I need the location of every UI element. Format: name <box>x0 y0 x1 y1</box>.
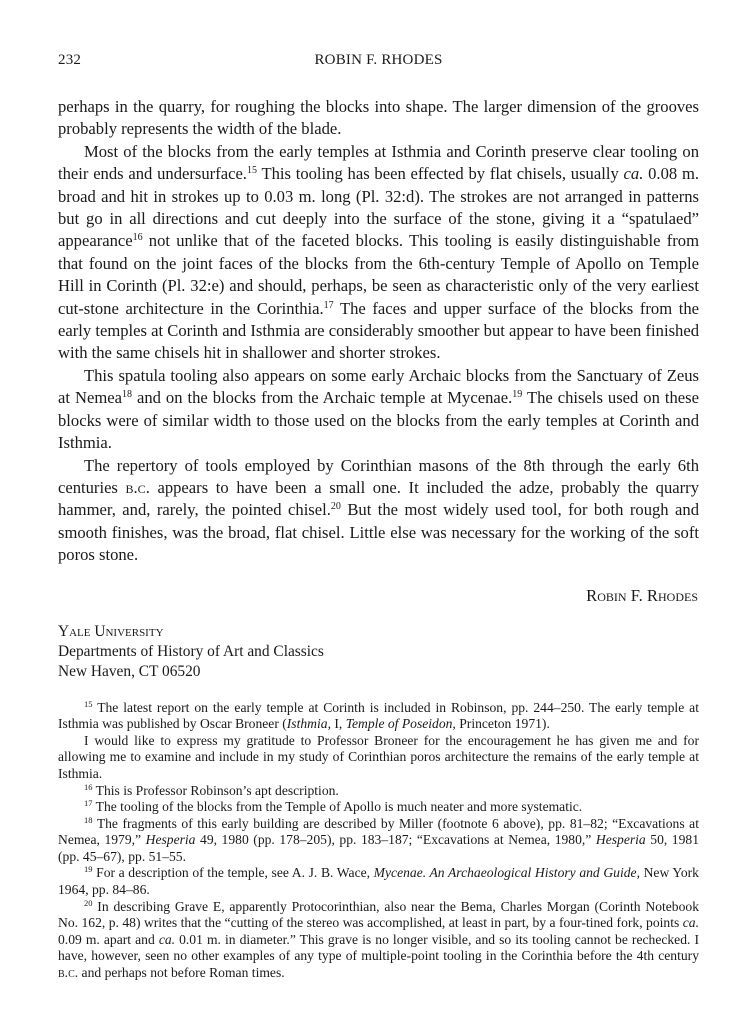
p2-italic-ca: ca. <box>623 164 644 184</box>
footnote-19-number: 19 <box>84 864 93 875</box>
footnote-20-number: 20 <box>84 897 93 908</box>
p2-text-a: Most of the blocks from the early temples at Isthmia and Corinth preserve clear tooling on their ends and undersurface. <box>58 141 699 184</box>
running-header <box>58 52 699 74</box>
footnote-ref-20[interactable]: 20 <box>330 501 341 513</box>
footnote-ref-15[interactable]: 15 <box>246 165 257 177</box>
p2-text-d: not unlike that of the faceted blocks. This tooling is easily distinguishable from that found on the joint faces of the blocks from the 6th-century Temple of Apollo on Temple Hill in Corinth (Pl. 32:e) and should, perhaps, be seen as characteristic only of the very earliest cut-stone architecture in the Corinthia. <box>58 231 699 318</box>
footnote-ref-19[interactable]: 19 <box>512 389 523 401</box>
fn15-italic-2: Temple of Poseidon, <box>345 716 456 732</box>
fn20-text-b: 0.09 m. apart and <box>58 931 159 947</box>
fn15-text-a: The latest report on the early temple at Corinth is included in Robinson, pp. 244–250. The early temple at Isthmia was published by Oscar Broneer ( <box>58 699 699 732</box>
running-title: ROBIN F. RHODES <box>314 52 443 68</box>
affiliation-city: New Haven, CT 06520 <box>58 662 201 680</box>
page <box>58 52 699 982</box>
p3-text-a: This spatula tooling also appears on some early Archaic blocks from the Sanctuary of Zeus at Nemea <box>58 365 699 408</box>
footnote-18-number: 18 <box>84 814 93 825</box>
affiliation-department: Departments of History of Art and Classics <box>58 642 324 660</box>
fn17-text: The tooling of the blocks from the Temple of Apollo is much neater and more systematic. <box>92 799 583 815</box>
p2-text-c: 0.08 m. broad and hit in strokes up to 0.03 m. long (Pl. 32:d). The strokes are not arranged in patterns but go in all directions and cut deeply into the surface of the stone, giving it a “spatulaed” appearance <box>58 164 700 251</box>
fn18-text-a: The fragments of this early building are described by Miller (footnote 6 above), pp. 81–82; “Excavations at Nemea, 1979,” <box>58 815 699 848</box>
p2-text-b: This tooling has been effected by flat chisels, usually <box>256 164 624 184</box>
fn15-text-b: I, <box>330 716 346 732</box>
fn18-italic-2: Hesperia <box>595 832 646 848</box>
footnote-16 <box>58 783 699 800</box>
author-affiliation <box>58 622 699 682</box>
fn18-text-c: 50, 1981 (pp. 45–67), pp. 51–55. <box>58 832 699 864</box>
fn19-text-a: For a description of the temple, see A. J. B. Wace, <box>92 865 374 881</box>
footnote-16-number: 16 <box>84 781 93 792</box>
fn19-text-b: New York 1964, pp. 84–86. <box>58 865 699 898</box>
author-signature: Robin F. Rhodes <box>586 585 698 605</box>
footnote-15-number: 15 <box>84 698 93 709</box>
fn20-italic-1: ca. <box>682 915 699 931</box>
p3-text-b: and on the blocks from the Archaic temple at Mycenae. <box>131 388 513 408</box>
article-body <box>58 96 699 567</box>
paragraph-3 <box>58 365 699 455</box>
footnote-ref-16[interactable]: 16 <box>132 232 143 244</box>
fn20-text-a: In describing Grave E, apparently Protocorinthian, also near the Bema, Charles Morgan (Corinth Notebook No. 162, p. 48) writes that the “cutting of the stereo was accomplished, at least in part, by a four-tined fork, points <box>58 898 699 931</box>
fn15-text-c: Princeton 1971). <box>455 716 550 732</box>
footnote-17 <box>58 799 699 816</box>
fn20-text-c: 0.01 m. in diameter.” This grave is no longer visible, and so its tooling cannot be rechecked. I have, however, seen no other examples of any type of multiple-point tooling in the Corinthia before the 4th century <box>58 931 699 964</box>
fn18-text-b: 49, 1980 (pp. 178–205), pp. 183–187; “Excavations at Nemea, 1980,” <box>195 832 596 848</box>
p4-text-b: appears to have been a small one. It included the adze, probably the quarry hammer, and, rarely, the pointed chisel. <box>58 477 699 520</box>
footnote-18 <box>58 816 699 866</box>
p3-text-c: The chisels used on these blocks were of similar width to those used on the blocks from the early temples at Corinth and Isthmia. <box>58 388 699 453</box>
p2-text-e: The faces and upper surface of the blocks from the early temples at Corinth and Isthmia are considerably smoother but appear to have been finished with the same chisels hit in shallower and shorter strokes. <box>58 298 699 363</box>
footnote-17-number: 17 <box>84 798 93 809</box>
footnote-15 <box>58 700 699 733</box>
footnote-20 <box>58 899 699 982</box>
paragraph-4 <box>58 455 699 567</box>
paragraph-2 <box>58 141 699 365</box>
paragraph-1-text: perhaps in the quarry, for roughing the blocks into shape. The larger dimension of the grooves probably represents the width of the blade. <box>58 97 699 139</box>
footnote-15-continued: I would like to express my gratitude to Professor Broneer for the encouragement he has given me and for allowing me to examine and include in my study of Corinthian poros architecture the remains of the early temple at Isthmia. <box>58 732 699 781</box>
fn20-italic-2: ca. <box>158 931 176 947</box>
footnotes <box>58 700 699 982</box>
p4-text-a: The repertory of tools employed by Corinthian masons of the 8th through the early 6th centuries <box>58 455 699 497</box>
paragraph-1 <box>58 96 699 141</box>
fn15-italic-1: Isthmia, <box>286 716 331 732</box>
fn20-text-d: and perhaps not before Roman times. <box>78 965 285 981</box>
affiliation-institution: Yale University <box>58 622 164 640</box>
fn16-text: This is Professor Robinson’s apt description. <box>92 782 339 798</box>
footnote-19 <box>58 865 699 898</box>
page-number: 232 <box>58 52 82 68</box>
footnote-ref-18[interactable]: 18 <box>121 389 132 401</box>
fn19-italic-1: Mycenae. An Archaeological History and Guide, <box>373 865 640 881</box>
fn18-italic-1: Hesperia <box>145 832 196 848</box>
fn20-era-bc: b.c. <box>58 965 79 981</box>
p4-era-bc: b.c. <box>125 477 150 497</box>
footnote-ref-17[interactable]: 17 <box>323 299 334 311</box>
p4-text-c: But the most widely used tool, for both rough and smooth finishes, was the broad, flat chisel. Little else was necessary for the working of the soft poros stone. <box>58 500 699 565</box>
